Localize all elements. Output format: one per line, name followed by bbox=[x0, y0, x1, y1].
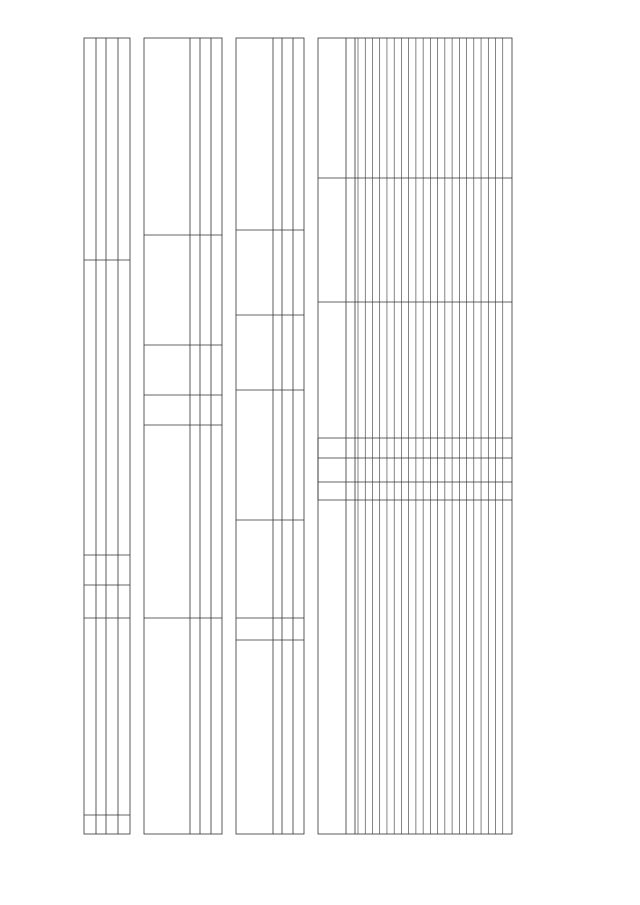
section-19-row-grid bbox=[358, 38, 503, 834]
